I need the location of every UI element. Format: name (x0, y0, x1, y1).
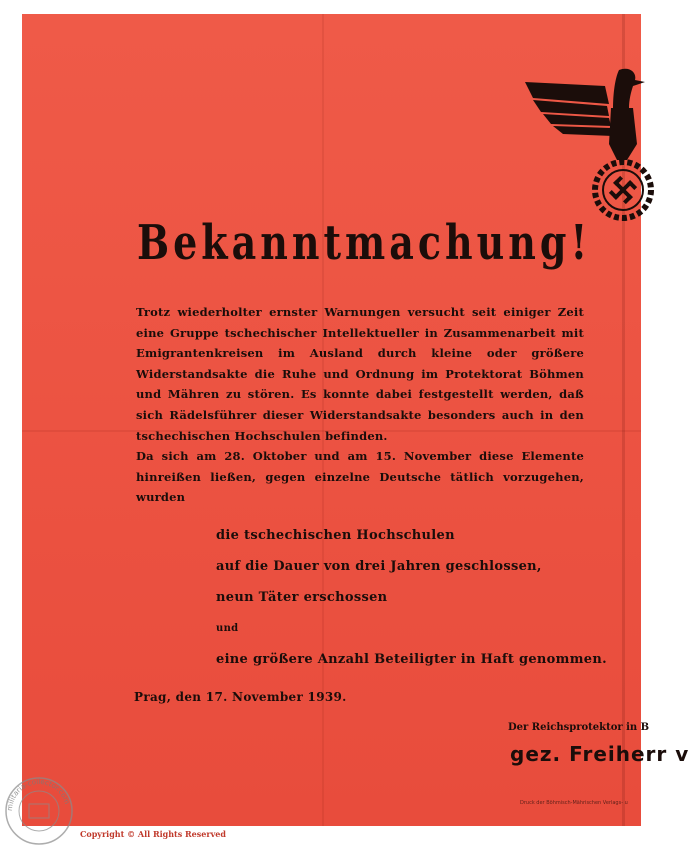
poster-title: Bekanntmachung! (137, 214, 592, 271)
signature-title: Der Reichsprotektor in B (508, 722, 650, 733)
place-date: Prag, den 17. November 1939. (134, 690, 347, 704)
watermark-seal-icon (4, 776, 74, 846)
printer-note: Druck der Böhmisch-Mährischen Verlags- u (520, 800, 628, 806)
watermark-text: militaria-collector.com (5, 777, 72, 812)
eagle-emblem-icon (525, 64, 651, 234)
copyright-notice: Copyright © All Rights Reserved (80, 829, 226, 839)
signature-name: gez. Freiherr v (510, 742, 689, 766)
decree-line: die tschechischen Hochschulen (216, 528, 455, 543)
decree-line: und (216, 623, 239, 634)
announcement-body (136, 302, 584, 508)
decree-line: auf die Dauer von drei Jahren geschlossen, (216, 559, 542, 574)
paragraph: Trotz wiederholter ernster Warnungen versucht seit einiger Zeit eine Gruppe tschechischer Intellektueller in Zusammenarbeit mit Emigrantenkreisen im Ausland durch kleine oder größere Widerstandsakte die Ruhe und Ordnung im Protektorat Böhmen und Mähren zu stören. Es konnte dabei festgestellt werden, daß sich Rädelsführer dieser Widerstandsakte besonders auch in den tschechischen Hochschulen befinden. (136, 305, 584, 443)
decree-line: eine größere Anzahl Beteiligter in Haft genommen. (216, 652, 607, 667)
paragraph: Da sich am 28. Oktober und am 15. November diese Elemente hinreißen ließen, gegen einzelne Deutsche tätlich vorzugehen, wurden (136, 449, 584, 505)
svg-text:militaria-collector.com (6, 778, 71, 811)
decree-line: neun Täter erschossen (216, 590, 388, 605)
poster (22, 14, 689, 826)
decree-list (216, 524, 607, 679)
